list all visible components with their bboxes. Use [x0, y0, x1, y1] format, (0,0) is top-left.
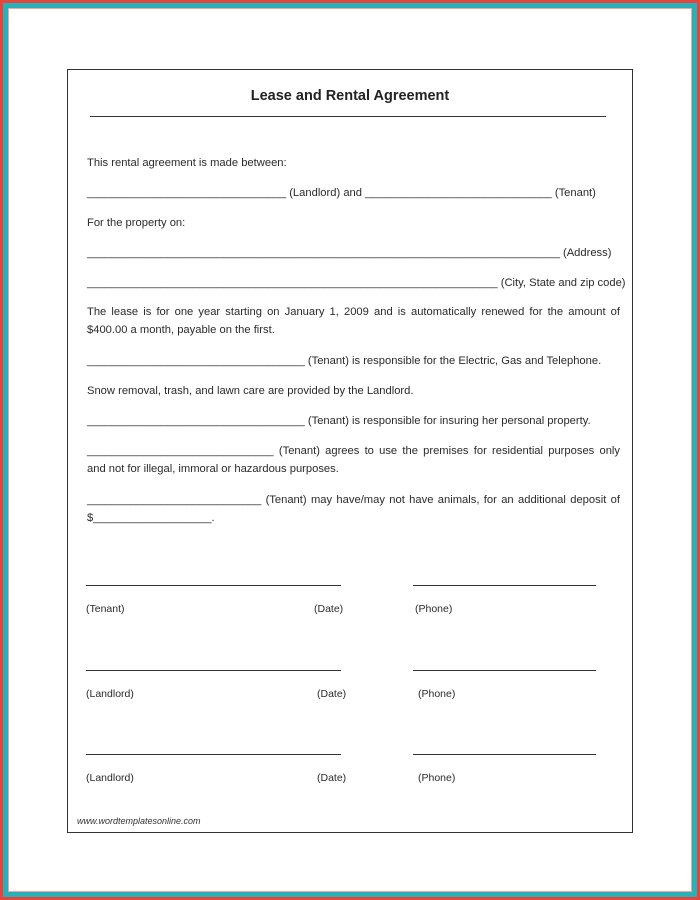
- signature-party-label: (Tenant): [86, 603, 125, 615]
- signature-phone-label: (Phone): [418, 688, 456, 700]
- document-page: [67, 69, 633, 833]
- insurance-line: ___________________________________ (Tenant) is responsible for insuring her personal property.: [87, 415, 591, 427]
- landlord-signature-line: [86, 670, 341, 671]
- animals-paragraph: ____________________________ (Tenant) may have/may not have animals, for an additional deposit of $___________________.: [87, 494, 620, 524]
- title-underline: [90, 116, 606, 117]
- signature-phone-label: (Phone): [418, 772, 456, 784]
- utilities-line: ___________________________________ (Tenant) is responsible for the Electric, Gas and Telephone.: [87, 355, 602, 367]
- address-line: ____________________________________________________________________________ (Address): [87, 247, 612, 259]
- signature-date-label: (Date): [314, 603, 344, 615]
- snow-removal-line: Snow removal, trash, and lawn care are provided by the Landlord.: [87, 385, 414, 397]
- intro-text: This rental agreement is made between:: [87, 157, 287, 169]
- signature-date-label: (Date): [317, 688, 347, 700]
- signature-phone-label: (Phone): [415, 603, 453, 615]
- tenant-phone-line: [413, 585, 596, 586]
- signature-date-label: (Date): [317, 772, 347, 784]
- signature-party-label: (Landlord): [86, 688, 134, 700]
- landlord-2-phone-line: [413, 754, 596, 755]
- signature-party-label: (Landlord): [86, 772, 134, 784]
- landlord-phone-line: [413, 670, 596, 671]
- tenant-signature-line: [86, 585, 341, 586]
- landlord-2-signature-line: [86, 754, 341, 755]
- premises-paragraph: ______________________________ (Tenant) agrees to use the premises for residential purposes only and not for illegal, immoral or hazardous purposes.: [87, 445, 620, 475]
- lease-term-paragraph: The lease is for one year starting on January 1, 2009 and is automatically renewed for the amount of $400.00 a month, payable on the first.: [87, 306, 620, 336]
- document-title: Lease and Rental Agreement: [250, 88, 450, 104]
- parties-line: ________________________________ (Landlord) and ______________________________ (Tenant): [87, 187, 596, 199]
- property-intro: For the property on:: [87, 217, 186, 229]
- source-footer: www.wordtemplatesonline.com: [77, 816, 201, 826]
- city-state-zip-line: __________________________________________________________________ (City, State and zip code): [87, 277, 626, 289]
